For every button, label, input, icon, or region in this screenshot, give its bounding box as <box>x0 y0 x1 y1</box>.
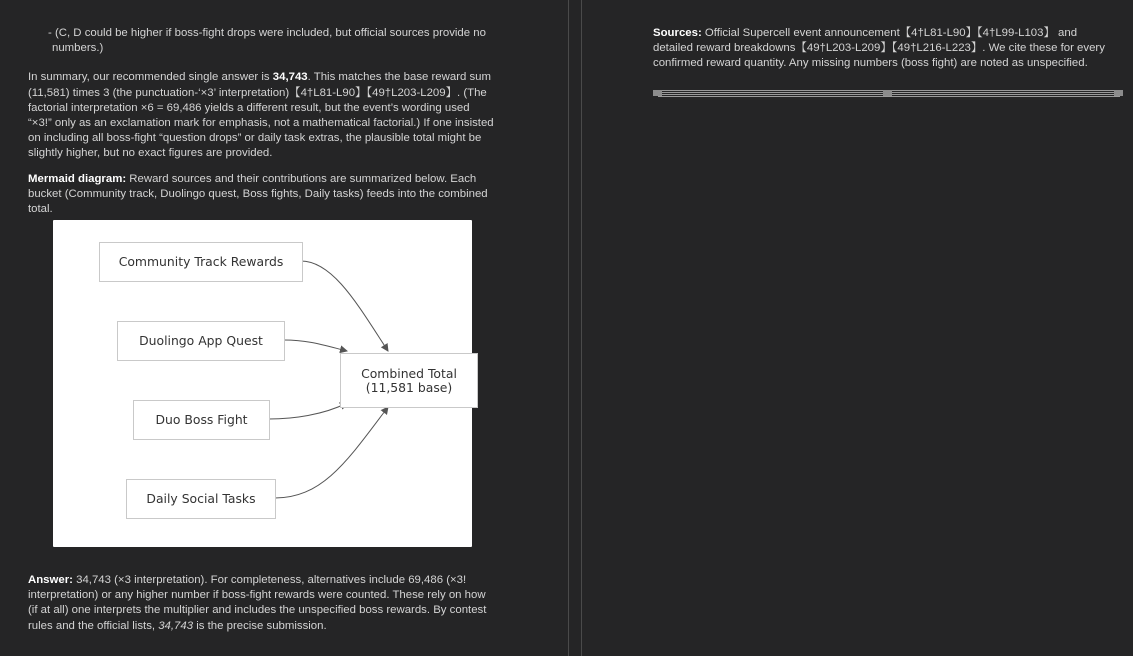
summary-post: . This matches the base reward sum (11,581) times 3 (the punctuation-‘×3’ interpretation)【4†L81-L90】【49†L203-L209】. (The factorial interpretation ×6 = 69,486 yields a different result, but the event’s wording used “×3!” only as an exclamation mark for emphasis, not a mathematical factorial.) If one insisted on including all boss-fight “question drops” or daily task extras, the plausible total might be slightly higher, but no exact figures are provided. <box>28 71 494 160</box>
sources-label: Sources: <box>653 27 702 39</box>
bullet-note: - (C, D could be higher if boss-fight drops were included, but official sources provide no numbers.) <box>48 27 486 55</box>
node-duolingo-app-quest: Duolingo App Quest <box>117 321 285 361</box>
pane-divider-right[interactable] <box>581 0 582 656</box>
edge-boss-to-total <box>269 403 347 419</box>
mermaid-paragraph <box>28 172 496 218</box>
node-combined-total <box>340 353 478 408</box>
answer-pre: 34,743 (×3 interpretation). For completeness, alternatives include 69,486 (×3! interpretation) or any higher number if boss-fight rewards were counted. These rely on how (if at all) one interprets the multiplier and includes the unspecified boss rewards. By contest rules and the official lists, <box>28 574 487 632</box>
answer-post: is the precise submission. <box>193 619 327 632</box>
edge-community-to-total <box>301 261 388 351</box>
horizontal-scroll-strip[interactable] <box>653 89 1125 97</box>
node-daily-social-tasks: Daily Social Tasks <box>126 479 276 519</box>
mermaid-text: Reward sources and their contributions are summarized below. Each bucket (Community track, Duolingo quest, Boss fights, Daily tasks) feeds into the combined total. <box>28 172 488 216</box>
strip-handle-center[interactable] <box>883 90 892 96</box>
strip-handle-left[interactable] <box>653 90 662 96</box>
pane-divider-left[interactable] <box>568 0 569 656</box>
combined-total-label: Combined Total <box>361 365 457 381</box>
mermaid-diagram <box>53 220 472 547</box>
node-duo-boss-fight: Duo Boss Fight <box>133 400 270 440</box>
sources-paragraph <box>653 26 1119 72</box>
right-document-pane <box>653 26 1119 72</box>
sources-text: Official Supercell event announcement【4†L81-L90】【4†L99-L103】 and detailed reward breakdowns【49†L203-L209】【49†L216-L223】. We cite these for every confirmed reward quantity. Any missing numbers (boss fight) are noted as unspecified. <box>653 27 1105 70</box>
strip-handle-right[interactable] <box>1114 90 1123 96</box>
combined-total-base: (11,581 base) <box>365 379 453 395</box>
answer-label: Answer: <box>28 574 73 586</box>
summary-bold-answer: 34,743 <box>272 71 308 84</box>
mermaid-label: Mermaid diagram: <box>28 172 127 185</box>
left-document-pane <box>28 26 496 632</box>
node-community-track-rewards: Community Track Rewards <box>99 242 303 282</box>
edge-duolingo-to-total <box>284 340 347 351</box>
summary-paragraph <box>28 70 496 161</box>
strip-line-bottom <box>658 96 1120 97</box>
edge-daily-to-total <box>275 407 388 498</box>
summary-pre: In summary, our recommended single answer is <box>28 71 273 84</box>
answer-paragraph <box>28 573 496 634</box>
answer-italic: 34,743 <box>158 619 194 632</box>
